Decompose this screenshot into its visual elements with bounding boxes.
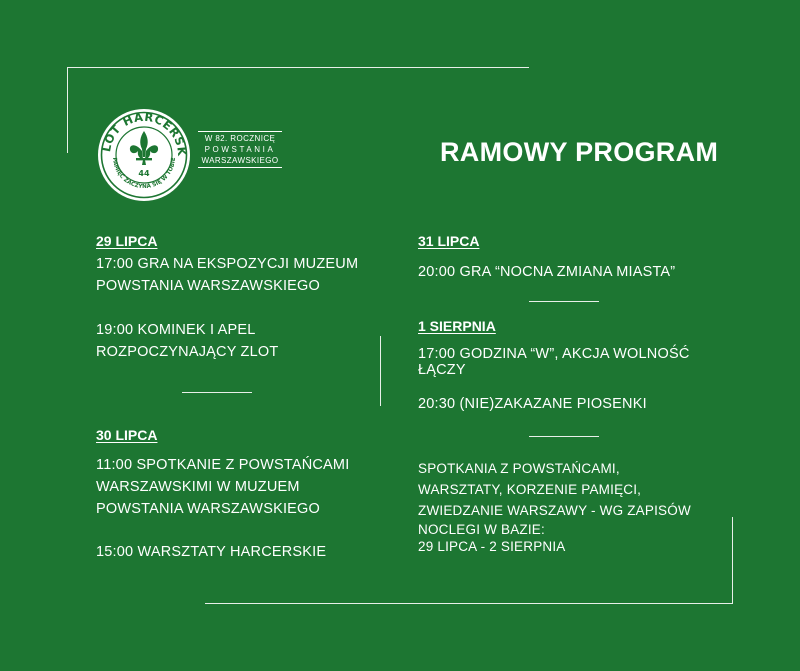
event-entry: 20:30 (NIE)ZAKAZANE PIOSENKI xyxy=(418,396,647,412)
note-line: 29 LIPCA - 2 SIERPNIA xyxy=(418,539,566,554)
note-line: SPOTKANIA Z POWSTAŃCAMI, xyxy=(418,461,620,476)
logo-ring-bottom-text: PAMIĘĆ ZACZYNA SIĘ W TOBIE xyxy=(110,157,178,191)
section-separator xyxy=(529,436,599,437)
logo-tagline-line: W 82. ROCZNICĘ xyxy=(204,134,276,143)
note-line: ZWIEDZANIE WARSZAWY - WG ZAPISÓW xyxy=(418,503,691,518)
note-line: NOCLEGI W BAZIE: xyxy=(418,522,545,537)
note-line: WARSZTATY, KORZENIE PAMIĘCI, xyxy=(418,482,642,497)
section-separator xyxy=(529,301,599,302)
logo-tagline-line: POWSTANIA xyxy=(204,145,276,154)
event-line: ROZPOCZYNAJĄCY ZLOT xyxy=(96,344,279,360)
event-line: ŁĄCZY xyxy=(418,362,466,378)
column-divider xyxy=(380,336,381,406)
frame-bottom-line xyxy=(205,603,733,604)
logo-ring-text: LOT HARCERSK xyxy=(99,109,190,157)
event-line: 11:00 SPOTKANIE Z POWSTAŃCAMI xyxy=(96,457,350,473)
event-line: 17:00 GRA NA EKSPOZYCJI MUZEUM xyxy=(96,256,359,272)
event-entry xyxy=(96,319,278,363)
date-heading: 30 LIPCA xyxy=(96,427,158,443)
event-line: POWSTANIA WARSZAWSKIEGO xyxy=(96,501,320,517)
event-line: WARSZAWSKIMI W MUZUEM xyxy=(96,479,300,495)
event-entry xyxy=(96,253,358,297)
date-heading: 31 LIPCA xyxy=(418,233,480,249)
frame-left-line xyxy=(67,67,68,153)
program-notes xyxy=(418,458,691,555)
frame-right-line xyxy=(732,517,733,603)
event-entry xyxy=(96,454,349,520)
logo-tagline-line: WARSZAWSKIEGO xyxy=(201,156,279,165)
event-line: 19:00 KOMINEK I APEL xyxy=(96,322,256,338)
frame-top-line xyxy=(67,67,529,68)
logo-emblem-number: 44 xyxy=(138,169,150,178)
event-entry: 15:00 WARSZTATY HARCERSKIE xyxy=(96,544,327,560)
event-line: POWSTANIA WARSZAWSKIEGO xyxy=(96,278,320,294)
page-title: RAMOWY PROGRAM xyxy=(440,137,719,167)
event-entry xyxy=(418,346,690,378)
event-entry: 20:00 GRA “NOCNA ZMIANA MIASTA” xyxy=(418,264,676,280)
event-line: 17:00 GODZINA “W”, AKCJA WOLNOŚĆ xyxy=(418,346,690,362)
section-separator xyxy=(182,392,252,393)
date-heading: 29 LIPCA xyxy=(96,233,158,249)
logo-tagline xyxy=(198,131,282,168)
date-heading: 1 SIERPNIA xyxy=(418,318,496,334)
logo-emblem xyxy=(96,107,192,203)
